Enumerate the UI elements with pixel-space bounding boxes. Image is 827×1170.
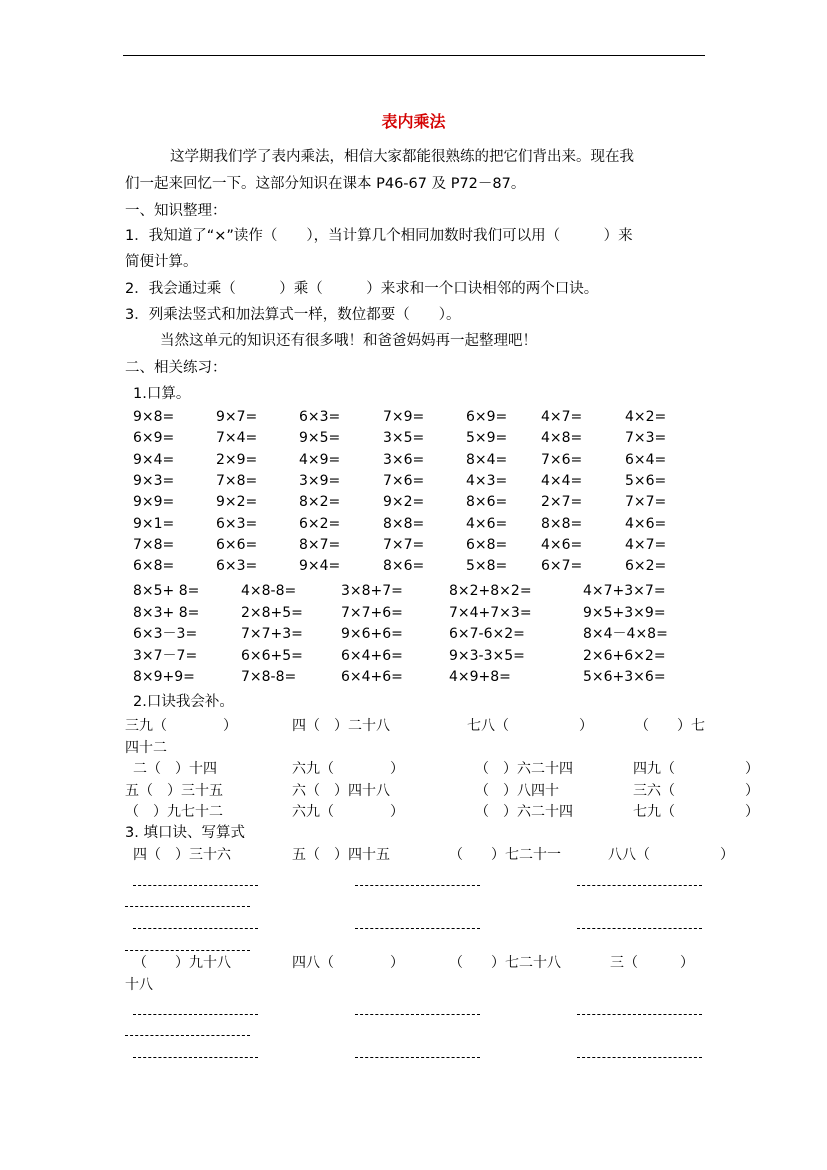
page-title: 表内乘法	[381, 112, 446, 131]
oral-calc-item: 9×4=	[299, 558, 341, 575]
oral-calc-item: 6×2=	[299, 515, 341, 532]
mixed-calc-item: 6×4+6=	[341, 647, 403, 664]
mixed-calc-item: 7×7+6=	[341, 604, 403, 621]
oral-calc-heading: 1.口算。	[133, 386, 191, 402]
oral-calc-item: 6×3=	[216, 558, 258, 575]
oral-calc-item: 9×5=	[299, 430, 341, 447]
fill-item: 五（ ）三十五	[125, 782, 223, 799]
oral-calc-item: 2×9=	[216, 451, 258, 468]
oral-calc-item: 7×6=	[383, 472, 425, 489]
oral-calc-item: 8×8=	[383, 515, 425, 532]
mixed-calc-item: 8×2+8×2=	[449, 583, 532, 599]
oral-calc-item: 4×9=	[299, 451, 341, 468]
write-item: （ ）九十八	[133, 955, 231, 971]
answer-line	[133, 885, 258, 886]
mixed-calc-item: 5×6+3×6=	[583, 669, 666, 685]
fill-item: （ ）六二十四	[475, 761, 573, 777]
fill-item: （ ）九七十二	[125, 804, 223, 820]
oral-calc-item: 4×6=	[625, 515, 667, 532]
oral-calc-item: 6×3=	[216, 515, 258, 532]
oral-calc-item: 4×6=	[541, 536, 583, 553]
fill-item: （ ）七	[635, 718, 705, 734]
answer-line	[355, 1057, 480, 1058]
oral-calc-item: 4×2=	[625, 409, 667, 425]
oral-calc-item: 9×2=	[383, 494, 425, 511]
mixed-calc-item: 6×6+5=	[241, 647, 303, 664]
oral-calc-item: 7×3=	[625, 430, 667, 447]
write-item: 五（ ）四十五	[292, 847, 390, 863]
answer-line	[133, 1057, 258, 1058]
oral-calc-item: 6×3=	[299, 409, 341, 425]
answer-line	[577, 885, 702, 886]
oral-calc-item: 3×9=	[299, 472, 341, 489]
write-item: 四（ ）三十六	[133, 847, 231, 863]
answer-line	[125, 1035, 250, 1036]
answer-line	[577, 1057, 702, 1058]
oral-calc-item: 6×9=	[466, 409, 508, 425]
oral-calc-item: 4×7=	[625, 536, 667, 553]
write-item: 八八（ ）	[608, 847, 734, 863]
oral-calc-item: 9×8=	[133, 409, 175, 425]
answer-line	[133, 1014, 258, 1015]
oral-calc-item: 7×9=	[383, 409, 425, 425]
mixed-calc-item: 7×7+3=	[241, 626, 303, 642]
oral-calc-item: 7×7=	[625, 494, 667, 511]
mixed-calc-item: 7×4+7×3=	[449, 604, 532, 621]
mixed-calc-item: 8×5+ 8=	[133, 583, 200, 599]
answer-line	[125, 906, 250, 907]
oral-calc-item: 4×6=	[466, 515, 508, 532]
oral-calc-item: 6×8=	[133, 558, 175, 575]
oral-calc-item: 9×7=	[216, 409, 258, 425]
fill-item-wrap: 四十二	[125, 740, 167, 756]
oral-calc-item: 2×7=	[541, 494, 583, 511]
fill-item: （ ）六二十四	[475, 804, 573, 820]
oral-calc-item: 5×9=	[466, 430, 508, 447]
mixed-calc-item: 8×4－4×8=	[583, 626, 668, 642]
write-item: （ ）七二十一	[449, 847, 561, 863]
mixed-calc-item: 4×7+3×7=	[583, 583, 666, 599]
answer-line	[577, 1014, 702, 1015]
oral-calc-item: 4×3=	[466, 472, 508, 489]
oral-calc-item: 3×5=	[383, 430, 425, 447]
mixed-calc-item: 9×6+6=	[341, 626, 403, 642]
answer-line	[125, 950, 250, 951]
question-1-line-2: 简便计算。	[125, 254, 198, 270]
oral-calc-item: 6×6=	[216, 536, 258, 553]
mixed-calc-item: 7×8-8=	[241, 669, 297, 685]
oral-calc-item: 8×6=	[383, 558, 425, 575]
oral-calc-item: 8×4=	[466, 451, 508, 468]
fill-item: 四（ ）二十八	[292, 718, 390, 734]
mixed-calc-item: 8×3+ 8=	[133, 604, 200, 621]
oral-calc-item: 9×3=	[133, 472, 175, 489]
mixed-calc-item: 2×6+6×2=	[583, 647, 666, 664]
oral-calc-item: 7×4=	[216, 430, 258, 447]
answer-line	[355, 928, 480, 929]
fill-item: 六（ ）四十八	[292, 782, 390, 799]
header-rule	[123, 55, 705, 56]
oral-calc-item: 6×8=	[466, 536, 508, 553]
section1-heading: 一、知识整理：	[125, 203, 227, 219]
fill-item: 二（ ）十四	[133, 761, 217, 777]
mixed-calc-item: 6×3－3=	[133, 626, 198, 642]
fill-item: 三六（ ）	[633, 782, 759, 799]
answer-line	[133, 928, 258, 929]
question-3: 3．列乘法竖式和加法算式一样，数位都要（ ）。	[125, 307, 461, 323]
write-item: （ ）七二十八	[449, 955, 561, 971]
oral-calc-item: 9×4=	[133, 451, 175, 468]
oral-calc-item: 6×4=	[625, 451, 667, 468]
answer-line	[355, 885, 480, 886]
question-1-line-1: 1．我知道了“×”读作（ ），当计算几个相同加数时我们可以用（ ）来	[125, 228, 633, 244]
write-item-wrap: 十八	[125, 977, 153, 993]
oral-calc-item: 9×1=	[133, 515, 175, 532]
oral-calc-item: 6×7=	[541, 558, 583, 575]
oral-calc-item: 5×8=	[466, 558, 508, 575]
mixed-calc-item: 6×4+6=	[341, 669, 403, 685]
oral-calc-item: 7×8=	[216, 472, 258, 489]
oral-calc-item: 8×7=	[299, 536, 341, 553]
oral-calc-item: 8×6=	[466, 494, 508, 511]
oral-calc-item: 7×7=	[383, 536, 425, 553]
fill-heading: 2.口诀我会补。	[133, 694, 234, 710]
mixed-calc-item: 9×3-3×5=	[449, 647, 525, 664]
oral-calc-item: 7×6=	[541, 451, 583, 468]
fill-item: 七九（ ）	[633, 804, 759, 820]
fill-item: 七八（ ）	[467, 718, 593, 734]
oral-calc-item: 9×9=	[133, 494, 175, 511]
fill-item: 六九（ ）	[292, 804, 404, 820]
oral-calc-item: 4×8=	[541, 430, 583, 447]
oral-calc-item: 7×8=	[133, 536, 175, 553]
oral-calc-item: 6×9=	[133, 430, 175, 447]
question-2: 2．我会通过乘（ ）乘（ ）来求和一个口诀相邻的两个口诀。	[125, 281, 599, 297]
oral-calc-item: 5×6=	[625, 472, 667, 489]
intro-line-2: 们一起来回忆一下。这部分知识在课本 P46-67 及 P72－87。	[125, 176, 526, 192]
oral-calc-item: 3×6=	[383, 451, 425, 468]
mixed-calc-item: 3×8+7=	[341, 583, 403, 599]
mixed-calc-item: 2×8+5=	[241, 604, 303, 621]
oral-calc-item: 8×2=	[299, 494, 341, 511]
write-heading: 3. 填口诀、写算式	[125, 825, 245, 841]
write-item: 四八（ ）	[292, 955, 404, 971]
oral-calc-item: 8×8=	[541, 515, 583, 532]
fill-item: 四九（ ）	[633, 761, 759, 777]
oral-calc-item: 4×4=	[541, 472, 583, 489]
mixed-calc-item: 6×7-6×2=	[449, 626, 525, 642]
fill-item: 六九（ ）	[292, 761, 404, 777]
intro-line-1: 这学期我们学了表内乘法，相信大家都能很熟练的把它们背出来。现在我	[170, 149, 634, 165]
answer-line	[355, 1014, 480, 1015]
mixed-calc-item: 4×8-8=	[241, 583, 297, 599]
answer-line	[577, 928, 702, 929]
fill-item: 三九（ ）	[125, 718, 237, 734]
section1-note: 当然这单元的知识还有很多哦！和爸爸妈妈再一起整理吧！	[160, 333, 537, 349]
mixed-calc-item: 4×9+8=	[449, 669, 511, 685]
oral-calc-item: 9×2=	[216, 494, 258, 511]
mixed-calc-item: 9×5+3×9=	[583, 604, 666, 621]
section2-heading: 二、相关练习：	[125, 360, 227, 376]
fill-item: （ ）八四十	[475, 782, 559, 799]
oral-calc-item: 6×2=	[625, 558, 667, 575]
oral-calc-item: 4×7=	[541, 409, 583, 425]
mixed-calc-item: 8×9+9=	[133, 669, 195, 685]
mixed-calc-item: 3×7－7=	[133, 647, 198, 664]
write-item: 三（ ）	[610, 955, 694, 971]
